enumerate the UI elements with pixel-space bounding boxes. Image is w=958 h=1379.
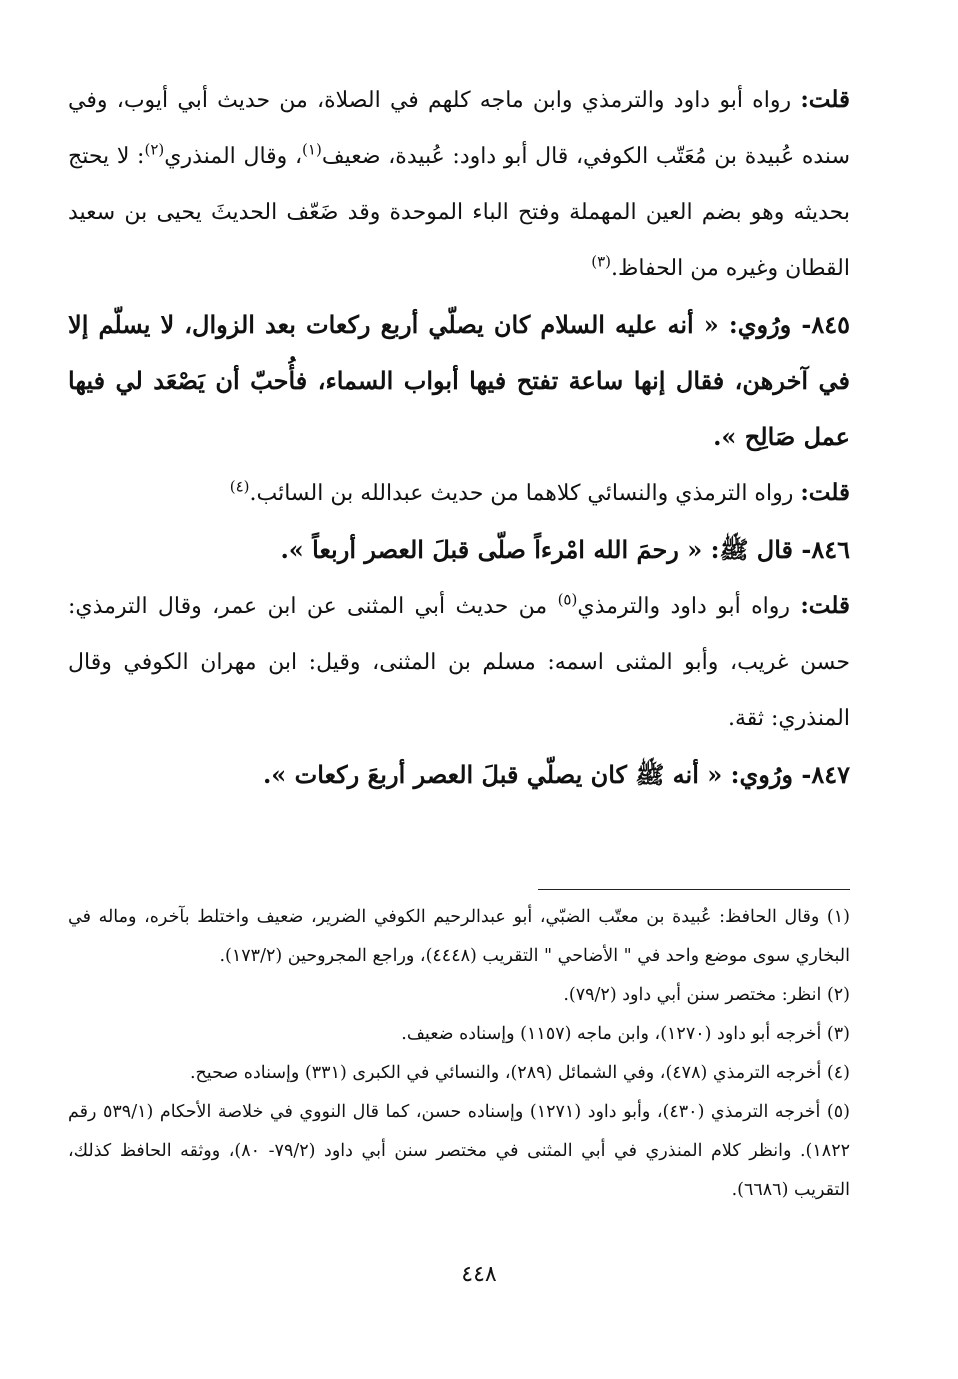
footnote-separator xyxy=(538,889,850,890)
paragraph-3 xyxy=(68,578,850,747)
footnote-ref-4[interactable]: (٤) xyxy=(229,477,250,496)
hadith-846: ٨٤٦- قال ﷺ: « رحمَ الله امْرءاً صلّى قبلَ العصر أربعاً ». xyxy=(280,535,850,564)
footnote-3: (٣) أخرجه أبو داود (١٢٧٠)، وابن ماجه (١١٥٧) وإسناده ضعيف. xyxy=(401,1024,850,1044)
qult-label: قلت: xyxy=(800,86,850,113)
hadith-847: ٨٤٧- ورُوي: « أنه ﷺ كان يصلّي قبلَ العصر أربعَ ركعات ». xyxy=(262,760,850,789)
footnote-2: (٢) انظر: مختصر سنن أبي داود (٧٩/٢). xyxy=(563,985,850,1005)
paragraph-3-text-b: من حديث أبي المثنى عن ابن عمر، وقال الترمذي: حسن غريب، وأبو المثنى اسمه: مسلم بن المثنى، وقيل: ابن مهران الكوفي وقال المنذري: ثقة. xyxy=(68,594,850,731)
footnote-1: (١) وقال الحافظ: عُبيدة بن معتّب الضبّي، أبو عبدالرحيم الكوفي الضرير، ضعيف واختلط بآخره، وماله في البخاري سوى موضع واحد في " الأضاحي " التقريب (٤٤٤٨)، وراجع المجروحين (١٧٣/٢). xyxy=(68,907,850,966)
spacer xyxy=(68,803,850,889)
footnote-4: (٤) أخرجه الترمذي (٤٧٨)، وفي الشمائل (٢٨٩)، والنسائي في الكبرى (٣٣١) وإسناده صحيح. xyxy=(189,1063,850,1083)
hadith-845: ٨٤٥- ورُوي: « أنه عليه السلام كان يصلّي أربع ركعات بعد الزوال، لا يسلّم إلا في آخرهن، فقال إنها ساعة تفتح فيها أبواب السماء، فأُحبّ أن يَصْعَد لي فيها عمل صَالِح ». xyxy=(68,310,850,451)
paragraph-2 xyxy=(68,465,850,522)
paragraph-1-text-a: رواه أبو داود والترمذي وابن ماجه كلهم في الصلاة، من حديث أبي أيوب، وفي سنده عُبيدة بن مُعَتّب الكوفي، قال أبو داود: عُبيدة، ضعيف xyxy=(68,88,850,169)
paragraph-3-text-a: رواه أبو داود والترمذي xyxy=(577,594,801,619)
paragraph-1-text-c: : لا يحتج بحديثه وهو بضم العين المهملة وفتح الباء الموحدة وقد ضَعّف الحديثَ يحيى بن سعيد القطان وغيره من الحفاظ. xyxy=(68,144,850,281)
footnote-ref-2[interactable]: (٢) xyxy=(144,140,165,159)
page-body xyxy=(68,72,850,1319)
footnote-ref-5[interactable]: (٥) xyxy=(557,590,578,609)
footnote-5: (٥) أخرجه الترمذي (٤٣٠)، وأبو داود (١٢٧١) وإسناده حسن، كما قال النووي في خلاصة الأحكام (٥٣٩/١ رقم ١٨٢٢). وانظر كلام المنذري في أبي المثنى في مختصر سنن أبي داود (٧٩/٢- ٨٠)، ووثقه الحافظ كذلك، التقريب (٦٦٨٦). xyxy=(68,1102,850,1200)
footnotes-list xyxy=(68,898,850,1210)
paragraph-2-text: رواه الترمذي والنسائي كلاهما من حديث عبدالله بن السائب. xyxy=(249,481,801,506)
paragraph-1 xyxy=(68,72,850,297)
paragraph-1-text-b: ، وقال المنذري xyxy=(164,144,303,169)
qult-label: قلت: xyxy=(800,592,850,619)
page-number: ٤٤٨ xyxy=(461,1262,497,1287)
footnote-ref-3[interactable]: (٣) xyxy=(591,252,612,271)
qult-label: قلت: xyxy=(800,479,850,506)
footnote-ref-1[interactable]: (١) xyxy=(302,140,322,159)
